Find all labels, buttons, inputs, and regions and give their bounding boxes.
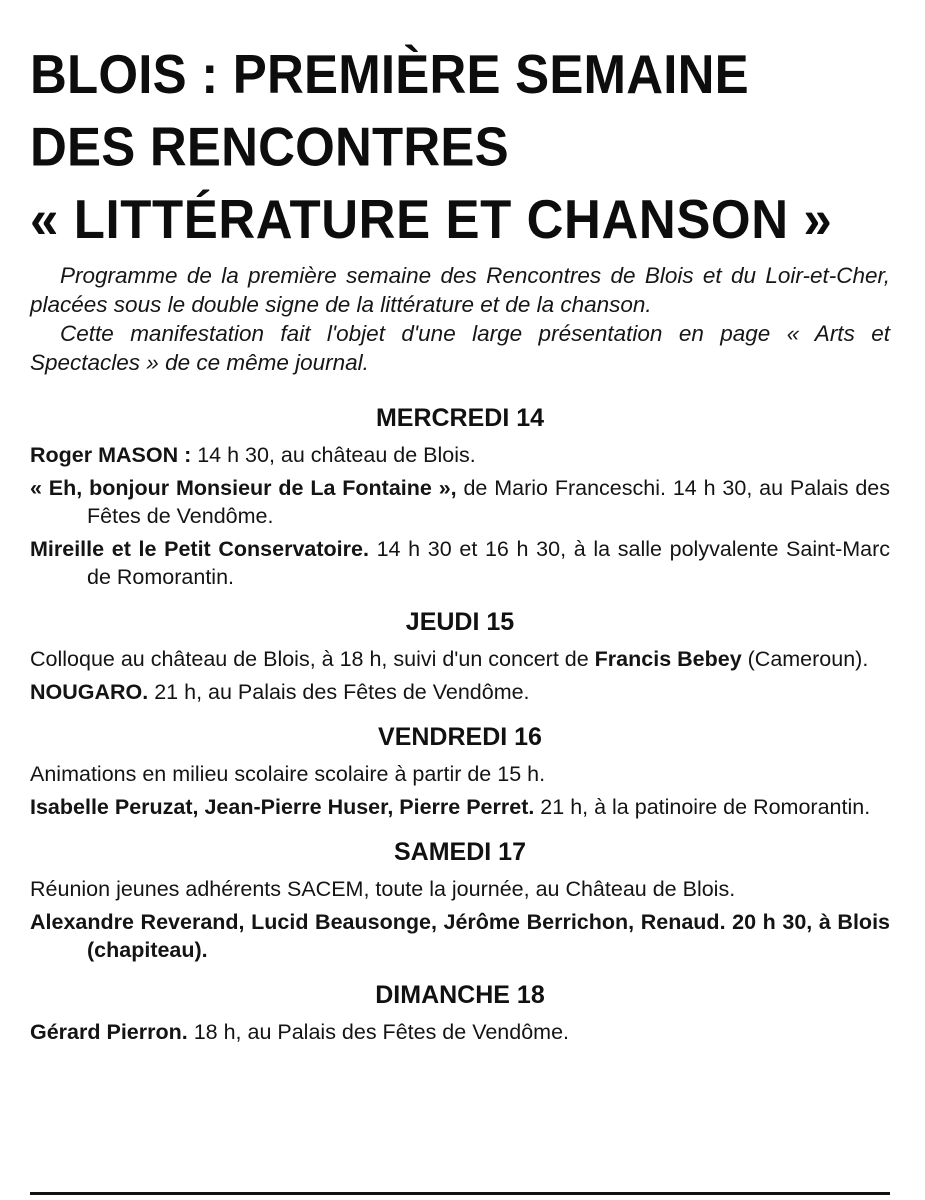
details: 14 h 30, au château de Blois. bbox=[191, 443, 476, 467]
details: 14 h 30 et 16 h 30, à la salle polyvalente Saint-Marc de Romorantin. bbox=[87, 537, 891, 589]
headline bbox=[30, 38, 890, 255]
performer: Roger MASON : bbox=[30, 443, 192, 467]
program-list-samedi bbox=[30, 875, 890, 964]
details: (Cameroun). bbox=[741, 647, 869, 671]
details: Colloque au château de Blois, à 18 h, suivi d'un concert de bbox=[30, 647, 595, 671]
article bbox=[30, 38, 890, 1051]
bottom-rule bbox=[30, 1192, 890, 1195]
intro-paragraph: Cette manifestation fait l'objet d'une large présentation en page « Arts et Spectacles » de ce même journal. bbox=[30, 321, 890, 375]
day-heading-samedi: SAMEDI 17 bbox=[394, 838, 526, 866]
intro-paragraph: Programme de la première semaine des Rencontres de Blois et du Loir-et-Cher, placées sous le double signe de la littérature et de la chanson. bbox=[30, 263, 890, 317]
performer: Mireille et le Petit Conservatoire. bbox=[30, 537, 369, 561]
program-entry bbox=[30, 908, 890, 964]
program-entry bbox=[30, 793, 890, 821]
performer: « Eh, bonjour Monsieur de La Fontaine », bbox=[30, 476, 457, 500]
program-list-mercredi bbox=[30, 441, 890, 591]
program-entry bbox=[30, 645, 890, 673]
program-entry bbox=[30, 760, 890, 788]
details: Animations en milieu scolaire scolaire à partir de 15 h. bbox=[30, 762, 546, 786]
program-entry bbox=[30, 535, 890, 591]
program-list-jeudi bbox=[30, 645, 890, 706]
details: 21 h, au Palais des Fêtes de Vendôme. bbox=[148, 680, 530, 704]
day-heading-mercredi: MERCREDI 14 bbox=[375, 404, 545, 432]
day-heading-vendredi: VENDREDI 16 bbox=[378, 723, 542, 751]
headline-line-3: « LITTÉRATURE ET CHANSON » bbox=[30, 188, 833, 250]
day-heading-dimanche: DIMANCHE 18 bbox=[375, 981, 545, 1009]
program-list-dimanche bbox=[30, 1018, 890, 1046]
performer: Isabelle Peruzat, Jean-Pierre Huser, Pierre Perret. bbox=[30, 795, 535, 819]
day-heading-jeudi: JEUDI 15 bbox=[405, 608, 515, 636]
details: 18 h, au Palais des Fêtes de Vendôme. bbox=[187, 1020, 570, 1044]
headline-line-2: DES RENCONTRES bbox=[30, 115, 509, 178]
program-entry bbox=[30, 678, 890, 706]
details: 21 h, à la patinoire de Romorantin. bbox=[534, 795, 871, 819]
program-entry bbox=[30, 1018, 890, 1046]
performer: Gérard Pierron. bbox=[30, 1020, 188, 1044]
intro bbox=[30, 261, 890, 377]
program-entry bbox=[30, 441, 890, 469]
program-list-vendredi bbox=[30, 760, 890, 821]
program-entry bbox=[30, 474, 890, 530]
performer: Francis Bebey bbox=[594, 647, 742, 671]
performer: NOUGARO. bbox=[30, 680, 149, 704]
headline-line-1: BLOIS : PREMIÈRE SEMAINE bbox=[30, 43, 749, 105]
details: de Mario Franceschi. 14 h 30, au Palais des Fêtes de Vendôme. bbox=[87, 476, 890, 528]
program-entry bbox=[30, 875, 890, 903]
details: Réunion jeunes adhérents SACEM, toute la journée, au Château de Blois. bbox=[30, 877, 736, 901]
performer: Alexandre Reverand, Lucid Beausonge, Jérôme Berrichon, Renaud. 20 h 30, à Blois (chapiteau). bbox=[30, 910, 890, 962]
